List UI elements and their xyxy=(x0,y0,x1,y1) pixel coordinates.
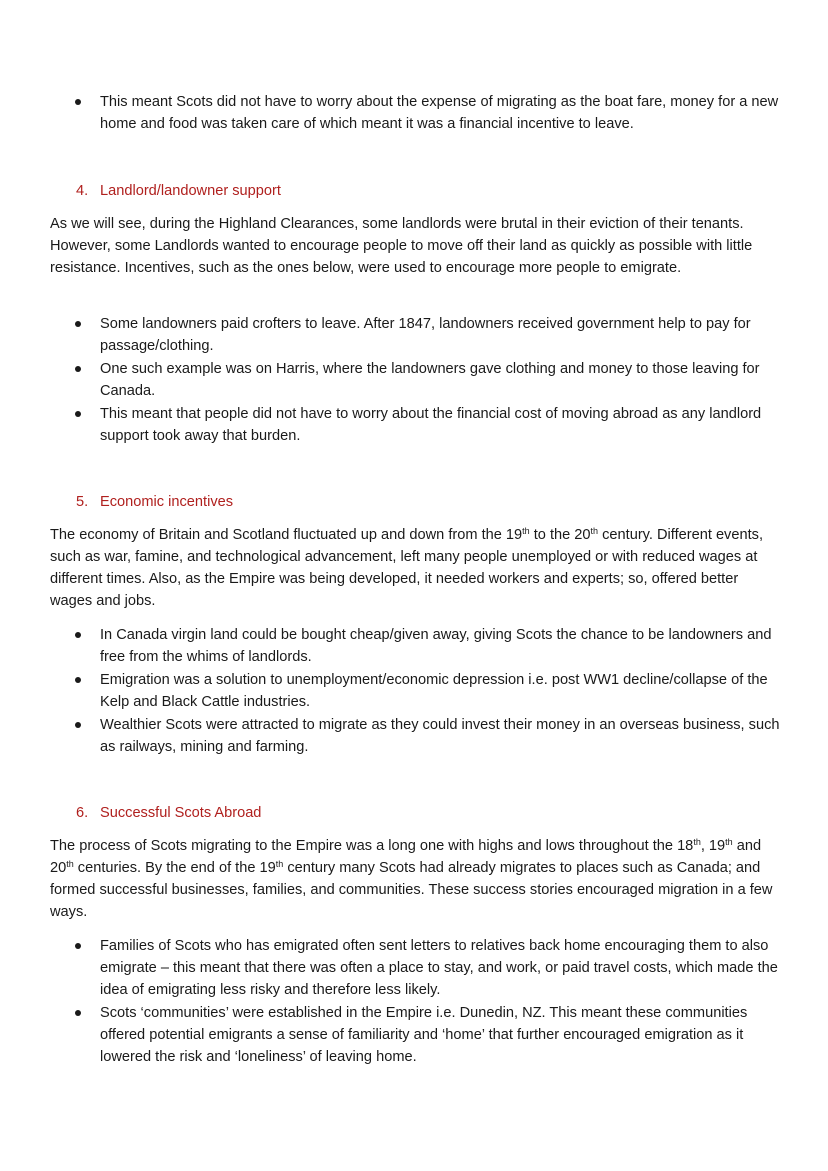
list-item: Emigration was a solution to unemployment/economic depression i.e. post WW1 decline/collapse of the Kelp and Black Cattle industries. xyxy=(50,669,780,713)
bullet-icon xyxy=(75,722,81,728)
list-item: This meant that people did not have to worry about the financial cost of moving abroad as any landlord support took away that burden. xyxy=(50,403,780,447)
bullet-icon xyxy=(75,632,81,638)
economic-incentives-bullet-list xyxy=(50,624,780,759)
list-item: Wealthier Scots were attracted to migrate as they could invest their money in an overseas business, such as railways, mining and farming. xyxy=(50,714,780,758)
bullet-icon xyxy=(75,321,81,327)
bullet-icon xyxy=(75,99,81,105)
landlord-support-bullet-list xyxy=(50,313,780,448)
section-intro-economic-incentives: The economy of Britain and Scotland fluctuated up and down from the 19th to the 20th century. Different events, such as war, famine, and technological advancement, left many people unemployed or with reduced wages at different times. Also, as the Empire was being developed, it needed workers and experts; so, offered better wages and jobs. xyxy=(50,526,763,609)
section-intro-successful-scots: The process of Scots migrating to the Empire was a long one with highs and lows throughout the 18th, 19th and 20th centuries. By the end of the 19th century many Scots had already migrates to places such as Canada; and formed successful businesses, families, and communities. These success stories encouraged migration in a few ways. xyxy=(50,837,773,920)
section-heading-landlord-support: 4. Landlord/landowner support xyxy=(76,183,281,199)
bullet-icon xyxy=(75,943,81,949)
section-intro-landlord-support: As we will see, during the Highland Clearances, some landlords were brutal in their eviction of their tenants. However, some Landlords wanted to encourage people to move off their land as quickly as possible with little resistance. Incentives, such as the ones below, were used to encourage more people to emigrate. xyxy=(50,216,753,276)
bullet-icon xyxy=(75,366,81,372)
section-heading-successful-scots: 6. Successful Scots Abroad xyxy=(76,805,262,821)
list-item: In Canada virgin land could be bought cheap/given away, giving Scots the chance to be landowners and free from the whims of landlords. xyxy=(50,624,780,668)
bullet-icon xyxy=(75,677,81,683)
successful-scots-bullet-list xyxy=(50,935,780,1069)
list-item: This meant Scots did not have to worry about the expense of migrating as the boat fare, money for a new home and food was taken care of which meant it was a financial incentive to leave. xyxy=(50,91,780,135)
bullet-icon xyxy=(75,1010,81,1016)
list-item: Scots ‘communities’ were established in the Empire i.e. Dunedin, NZ. This meant these communities offered potential emigrants a sense of familiarity and ‘home’ that further encouraged emigration as it lowered the risk and ‘loneliness’ of leaving home. xyxy=(50,1002,780,1068)
section-heading-economic-incentives: 5. Economic incentives xyxy=(76,494,234,510)
list-item: One such example was on Harris, where the landowners gave clothing and money to those leaving for Canada. xyxy=(50,358,780,402)
list-item: Families of Scots who has emigrated often sent letters to relatives back home encouraging them to also emigrate – this meant that there was often a place to stay, and work, or paid travel costs, which made the idea of emigrating less risky and therefore less likely. xyxy=(50,935,780,1001)
top-bullet-list xyxy=(50,91,780,136)
bullet-icon xyxy=(75,411,81,417)
list-item: Some landowners paid crofters to leave. After 1847, landowners received government help to pay for passage/clothing. xyxy=(50,313,780,357)
